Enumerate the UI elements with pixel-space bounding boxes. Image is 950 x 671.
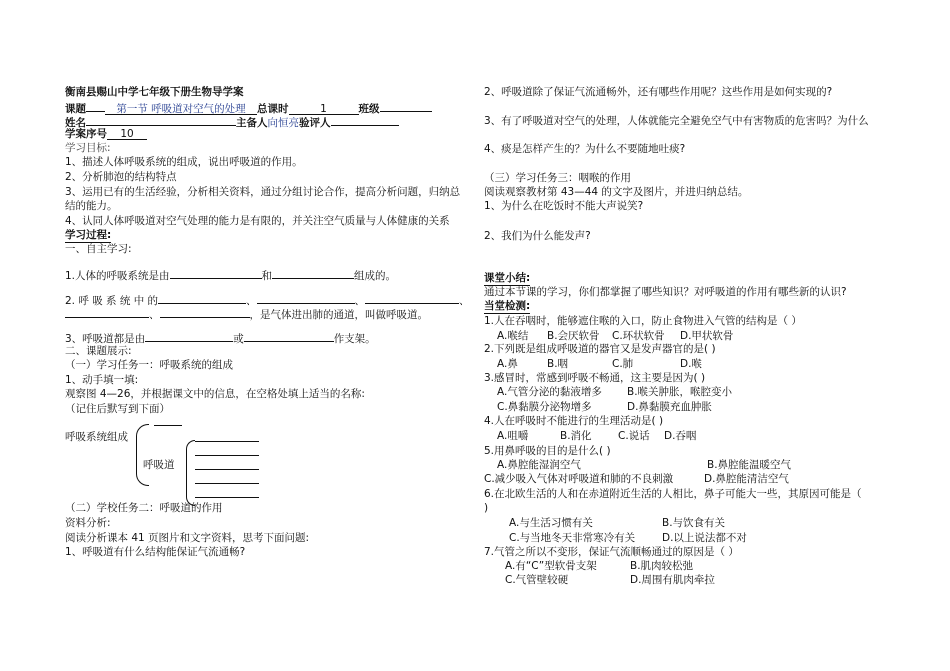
test-q1-option-c: C.环状软骨	[612, 330, 665, 342]
task-1-desc: 观察图 4—26，并根据课文中的信息，在空格处填上适当的名称:	[65, 388, 365, 400]
section-2-heading: 二、课题展示:	[65, 345, 132, 357]
task-1-heading: （一）学习任务一：呼吸系统的组成	[65, 359, 233, 371]
task-1-step: 1、动手填一填:	[65, 374, 139, 386]
test-q1-option-d: D.甲状软骨	[680, 330, 734, 342]
test-question-7: 7.气管之所以不变形，保证气流顺畅通过的原因是（ ）	[484, 546, 739, 558]
diagram-blank-4	[195, 483, 259, 484]
diagram-blank-5	[195, 497, 259, 498]
goal-1: 1、描述人体呼吸系统的组成，说出呼吸道的作用。	[65, 156, 303, 168]
diagram-blank-top	[154, 425, 182, 426]
test-q4-option-b: B.消化	[560, 430, 592, 442]
test-q4-option-c: C.说话	[618, 430, 650, 442]
test-q7-option-b: B.肌肉较松弛	[630, 560, 694, 572]
goal-3-cont: 结的能力。	[65, 200, 118, 212]
task-3-heading: （三）学习任务三：咽喉的作用	[484, 172, 631, 184]
test-q6-option-d: D.以上说法都不对	[662, 532, 747, 544]
diagram-sub-brace	[186, 440, 195, 506]
preparer-value: 向恒亮	[267, 117, 299, 129]
question-1: 1.人体的呼吸系统是由 和 组成的。	[65, 267, 396, 283]
test-q5-option-c: C.减少吸入气体对呼吸道和肺的不良刺激	[484, 473, 674, 485]
test-q2-option-d: D.喉	[680, 358, 702, 370]
summary-text: 通过本节课的学习，你们都掌握了哪些知识？对呼吸道的作用有哪些新的认识?	[484, 286, 847, 298]
test-q5-option-d: D.鼻腔能清洁空气	[704, 473, 789, 485]
diagram-root: 呼吸系统组成	[65, 431, 128, 443]
test-q1-option-a: A.喉结	[497, 330, 529, 342]
total-value: 1	[289, 103, 359, 115]
goal-4: 4、认同人体呼吸道对空气处理的能力是有限的，并关注空气质量与人体健康的关系	[65, 215, 450, 227]
task-3-desc: 阅读观察教材第 43—44 的文字及图片，并进归纳总结。	[484, 186, 749, 198]
doc-header: 衡南县赐山中学七年级下册生物导学案	[65, 86, 244, 98]
right-question-3: 3、有了呼吸道对空气的处理，人体就能完全避免空气中有害物质的危害吗？为什么	[484, 115, 869, 127]
test-question-3: 3.感冒时，常感到呼吸不畅通，这主要是因为( )	[484, 372, 706, 384]
process-title: 学习过程:	[65, 229, 112, 241]
test-q5-option-b: B.鼻腔能温暖空气	[707, 459, 792, 471]
task-1-note: （记住后默写到下面）	[65, 403, 170, 415]
analysis-question-1: 1、呼吸道有什么结构能保证气流通畅?	[65, 546, 246, 558]
diagram-branch: 呼吸道	[143, 459, 175, 471]
test-question-2: 2.下列既是组成呼吸道的器官又是发声器官的是( )	[484, 343, 716, 355]
serial-row: 学案序号 10	[65, 128, 147, 141]
test-q4-option-d: D.吞咽	[664, 430, 697, 442]
test-q4-option-a: A.咀嚼	[497, 430, 529, 442]
test-q3-option-d: D.鼻黏膜充血肿胀	[627, 401, 712, 413]
summary-title: 课堂小结:	[484, 272, 531, 284]
test-q3-option-b: B.喉关肿胀，喉腔变小	[627, 386, 733, 398]
test-q7-option-c: C.气管壁较硬	[505, 574, 569, 586]
analysis-desc: 阅读分析课本 41 页图片和文字资料，思考下面问题:	[65, 532, 310, 544]
test-q5-option-a: A.鼻腔能湿润空气	[497, 459, 581, 471]
test-q6-option-b: B.与饮食有关	[662, 517, 726, 529]
goal-3: 3、运用已有的生活经验，分析相关资料，通过分组讨论合作，提高分析问题，归纳总	[65, 186, 461, 198]
test-question-5: 5.用鼻呼吸的目的是什么( )	[484, 445, 611, 457]
test-q6-option-a: A.与生活习惯有关	[509, 517, 593, 529]
diagram-blank-1	[195, 441, 259, 442]
test-q7-option-a: A.有“C”型软骨支架	[505, 560, 597, 572]
test-q2-option-c: C.肺	[612, 358, 634, 370]
question-2: 2. 呼 吸 系 统 中 的 、 、 、	[65, 292, 470, 308]
test-q7-option-d: D.周围有肌肉牵拉	[630, 574, 715, 586]
goal-2: 2、分析肺泡的结构特点	[65, 171, 177, 183]
test-q3-option-c: C.鼻黏膜分泌物增多	[497, 401, 592, 413]
right-question-4: 4、痰是怎样产生的？为什么不要随地吐痰?	[484, 143, 686, 155]
name-row: 姓名 主备人向恒亮验评人	[65, 114, 399, 130]
diagram-blank-3	[195, 469, 259, 470]
test-q2-option-b: B.咽	[547, 358, 569, 370]
test-question-6: 6.在北欧生活的人和在赤道附近生活的人相比，鼻子可能大一些，其原因可能是（	[484, 488, 862, 500]
task-3-question-1: 1、为什么在吃饭时不能大声说笑?	[484, 200, 644, 212]
topic-value: 第一节 呼吸道对空气的处理	[105, 103, 257, 115]
test-title: 当堂检测:	[484, 300, 531, 312]
diagram-blank-2	[195, 455, 259, 456]
test-q3-option-a: A.气管分泌的黏液增多	[497, 386, 602, 398]
test-q6-option-c: C.与当地冬天非常寒冷有关	[509, 532, 636, 544]
task-2-heading: （二）学校任务二：呼吸道的作用	[65, 502, 223, 514]
question-2-cont: 、 ，是气体进出肺的通道，叫做呼吸道。	[65, 306, 428, 322]
test-question-4: 4.人在呼吸时不能进行的生理活动是( )	[484, 415, 664, 427]
goals-title: 学习目标:	[65, 142, 111, 154]
task-3-question-2: 2、我们为什么能发声?	[484, 230, 591, 242]
test-question-6-close: )	[484, 502, 489, 514]
diagram-brace	[136, 424, 149, 486]
question-3: 3、呼吸道都是由 或 作支架。	[65, 330, 376, 346]
test-q2-option-a: A.鼻	[497, 358, 518, 370]
test-q1-option-b: B.会厌软骨	[547, 330, 600, 342]
right-question-2: 2、呼吸道除了保证气流通畅外，还有哪些作用呢？这些作用是如何实现的?	[484, 86, 833, 98]
analysis-title: 资料分析:	[65, 517, 111, 529]
self-study-heading: 一、自主学习:	[65, 243, 132, 255]
serial-value: 10	[107, 128, 147, 140]
test-question-1: 1.人在吞咽时，能够遮住喉的入口，防止食物进入气管的结构是（ ）	[484, 315, 802, 327]
topic-row: 课题 第一节 呼吸道对空气的处理 总课时 1 班级	[65, 100, 432, 116]
